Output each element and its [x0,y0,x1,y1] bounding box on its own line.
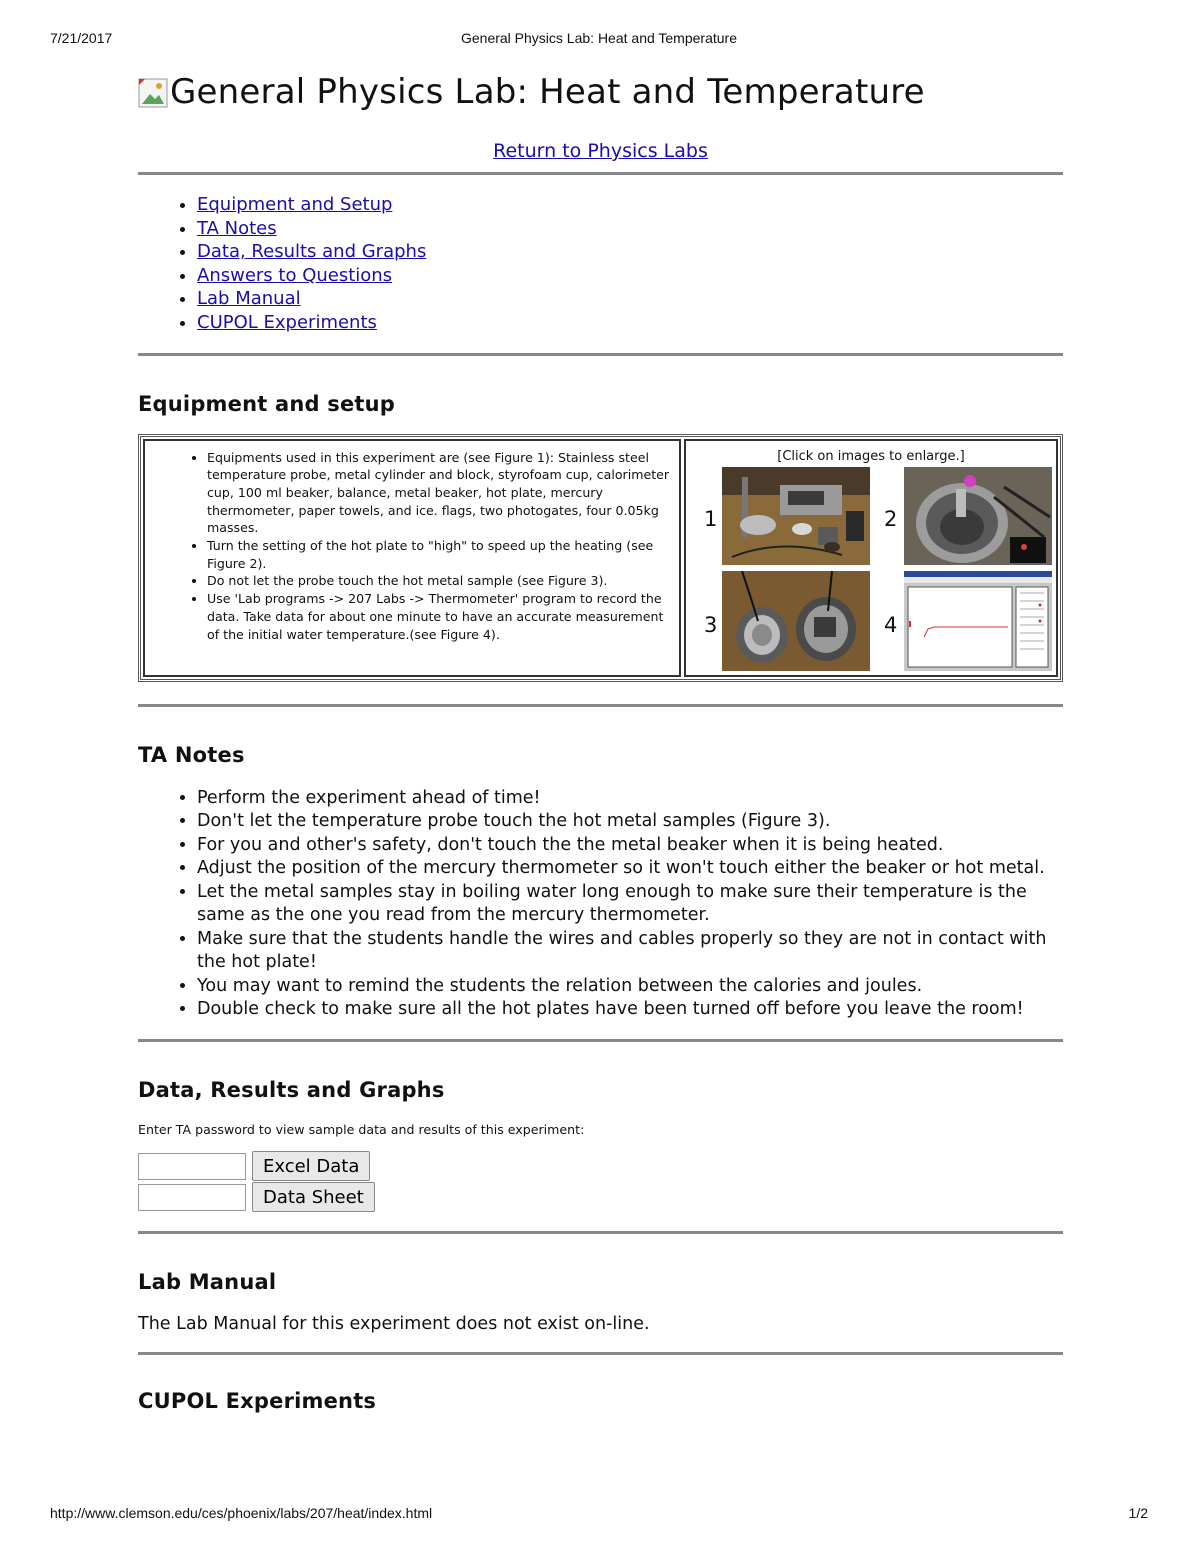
password-field[interactable] [138,1153,246,1180]
ta-note-item: • Adjust the position of the mercury thermometer so it won't touch either the beaker or hot metal. [197,857,1063,881]
equipment-item: • Turn the setting of the hot plate to "high" to speed up the heating (see Figure 2). [207,537,675,572]
divider [138,1039,1063,1042]
equipment-list-cell [143,439,681,677]
toc-item [197,287,1063,311]
print-footer [50,1505,1148,1525]
figure-number: 3 [704,612,718,637]
print-date: 7/21/2017 [50,30,113,46]
figure-number: 4 [884,612,898,637]
ta-note-item: • Double check to make sure all the hot plates have been turned off before you leave the room! [197,998,1063,1022]
figure-4-screenshot[interactable] [904,571,1052,671]
toc-item [197,311,1063,335]
toc-link-lab-manual[interactable]: Lab Manual [197,288,301,310]
print-title: General Physics Lab: Heat and Temperature [460,30,737,46]
divider [138,704,1063,707]
equipment-item: • Use 'Lab programs -> 207 Labs -> Thermometer' program to record the data. Take data for about one minute to have an accurate measurement of the initial water temperature.(see Figure 4). [207,590,675,643]
page-title-text: General Physics Lab: Heat and Temperature [170,72,925,112]
figure-3-photo[interactable] [722,571,870,671]
figure-1-photo[interactable] [722,467,870,565]
password-form [138,1151,1063,1213]
ta-note-item: • For you and other's safety, don't touch the the metal beaker when it is being heated. [197,834,1063,858]
lab-manual-text: The Lab Manual for this experiment does not exist on-line. [138,1313,650,1334]
figures-cell [684,439,1058,677]
toc-link-equipment[interactable]: Equipment and Setup [197,194,393,215]
divider [138,172,1063,175]
ta-note-item: • Perform the experiment ahead of time! [197,787,1063,811]
lab-manual-heading: Lab Manual [138,1269,277,1294]
return-to-physics-labs-link[interactable]: Return to Physics Labs [493,140,708,162]
equipment-list [145,449,675,644]
print-url: http://www.clemson.edu/ces/phoenix/labs/207/heat/index.html [50,1505,433,1521]
toc-link-data[interactable]: Data, Results and Graphs [197,241,427,263]
figure-number: 2 [884,506,898,531]
password-field[interactable] [138,1184,246,1211]
toc-item [197,264,1063,288]
equipment-heading: Equipment and setup [138,391,396,416]
ta-notes-heading: TA Notes [138,742,245,767]
ta-note-item: • Make sure that the students handle the wires and cables properly so they are not in contact with the hot plate! [197,928,1063,975]
toc-item [197,193,1063,217]
data-sheet-button[interactable]: Data Sheet [252,1182,375,1212]
toc-item [197,240,1063,264]
figure-number: 1 [704,506,718,531]
data-results-heading: Data, Results and Graphs [138,1077,445,1102]
toc-item [197,217,1063,241]
toc-link-cupol[interactable]: CUPOL Experiments [197,311,377,333]
table-of-contents [138,193,1063,335]
equipment-item: • Equipments used in this experiment are (see Figure 1): Stainless steel temperature probe, metal cylinder and block, styrofoam cup, calorimeter cup, 100 ml beaker, balance, metal beaker, hot plate, mercury thermometer, paper towels, and ice. flags, two photogates, four 0.05kg masses. [207,449,675,538]
enlarge-note: [Click on images to enlarge.] [777,448,965,464]
equipment-item: • Do not let the probe touch the hot metal sample (see Figure 3). [207,572,675,590]
ta-note-item: • Don't let the temperature probe touch the hot metal samples (Figure 3). [197,810,1063,834]
page-content [138,66,1063,1413]
divider [138,1352,1063,1355]
ta-notes-list [138,787,1063,1022]
cupol-heading: CUPOL Experiments [138,1388,377,1413]
divider [138,1231,1063,1234]
ta-note-item: • You may want to remind the students the relation between the calories and joules. [197,975,1063,999]
excel-data-button[interactable]: Excel Data [252,1151,370,1181]
toc-link-answers[interactable]: Answers to Questions [197,264,393,286]
figure-2-photo[interactable] [904,467,1052,565]
password-row [138,1182,1063,1213]
broken-image-icon [138,77,168,107]
ta-note-item: • Let the metal samples stay in boiling water long enough to make sure their temperature is the same as the one you read from the mercury thermometer. [197,881,1063,928]
password-row [138,1151,1063,1182]
print-header [50,30,1148,50]
toc-link-ta-notes[interactable]: TA Notes [197,217,277,239]
divider [138,353,1063,356]
page-title [138,66,1063,118]
equipment-table [138,434,1063,682]
page-number: 1/2 [1128,1505,1148,1521]
return-section [138,140,1063,162]
password-prompt: Enter TA password to view sample data and results of this experiment: [138,1121,585,1137]
